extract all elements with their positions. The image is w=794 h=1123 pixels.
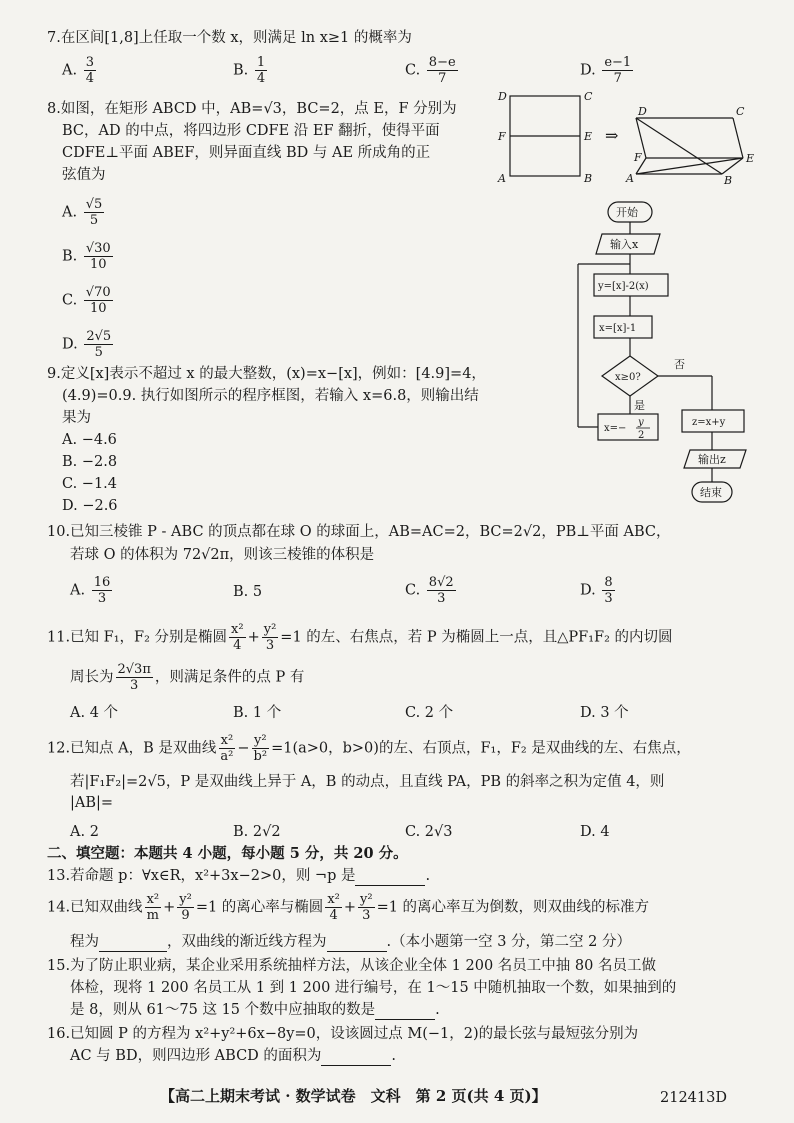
q16-answer-blank[interactable] [321, 1051, 391, 1066]
q15-line-2: 体检，现将 1 200 名员工从 1 到 1 200 进行编号，在 1～15 中随机抽取一个数，如果抽到的 [70, 980, 677, 996]
fc-end-label: 结束 [700, 486, 722, 499]
fig-label-b: B [584, 172, 593, 185]
q11-option-d[interactable]: D. 3 个 [580, 705, 629, 721]
q12-line-3: |AB|= [70, 795, 114, 811]
q12-option-a[interactable]: A. 2 [70, 824, 99, 840]
q14-answer-blank-1[interactable] [99, 937, 167, 952]
svg-text:B: B [724, 174, 733, 187]
footer-title: 【高二上期末考试 · 数学试卷 文科 第 2 页(共 4 页)】 [160, 1087, 547, 1105]
q12-option-c[interactable]: C. 2√3 [405, 824, 453, 840]
fig-label-f: F [498, 130, 506, 143]
fc-assign-prefix: x=− [604, 423, 627, 434]
q9-option-b[interactable]: B. −2.8 [62, 454, 118, 470]
fig-label-e: E [584, 130, 593, 143]
fc-input-label: 输入x [610, 238, 639, 251]
fc-step2-label: x=[x]-1 [599, 323, 637, 334]
section-2-heading: 二、填空题：本题共 4 小题，每小题 5 分，共 20 分。 [47, 845, 408, 862]
q10-option-d[interactable]: D. $\frac{8}{3}$ [580, 575, 613, 606]
q8-line-4: 弦值为 [62, 167, 106, 183]
q10-option-c[interactable]: C. $\frac{8√2}{3}$ [405, 575, 454, 606]
q9-option-d[interactable]: D. −2.6 [62, 498, 118, 514]
q13-line: 13.若命题 p：∀x∈R，x²+3x−2>0，则 ¬p 是 . [47, 868, 431, 884]
q15-line-3: 是 8，则从 61～75 这 15 个数中应抽取的数是 . [70, 1002, 440, 1018]
fc-assign-den: 2 [638, 430, 645, 441]
q10-line-1: 10.已知三棱锥 P - ABC 的顶点都在球 O 的球面上，AB=AC=2，BC=2√2，PB⊥平面 ABC， [47, 524, 671, 540]
q11-option-c[interactable]: C. 2 个 [405, 705, 454, 721]
fc-step1-label: y=[x]-2(x) [598, 281, 649, 292]
fc-z-label: z=x+y [692, 417, 726, 428]
q10-option-a[interactable]: A. $\frac{16}{3}$ [70, 575, 111, 606]
q14-line-2: 程为 ，双曲线的渐近线方程为 .（本小题第一空 3 分，第二空 2 分） [70, 934, 631, 950]
q9-line-2: (4.9)=0.9. 执行如图所示的程序框图，若输入 x=6.8，则输出结 [62, 388, 479, 404]
q12-line-1: 12.已知点 A，B 是双曲线 $\frac{\text{x²}}{\text{a²}}$ − $\frac{\text{y²}}{\text{b²}}$ =1(a>0，b>0)的左、右顶点，F₁，F₂ 是双曲线的左、右焦点， [47, 733, 691, 764]
q11-option-a[interactable]: A. 4 个 [70, 705, 119, 721]
q8-option-a[interactable]: A. $\frac{√5}{5}$ [62, 197, 103, 228]
svg-text:C: C [736, 105, 745, 118]
q15-answer-blank[interactable] [375, 1005, 435, 1020]
line-bd [636, 118, 722, 174]
q10-line-2: 若球 O 的体积为 72√2π，则该三棱锥的体积是 [70, 547, 375, 563]
q14-answer-blank-2[interactable] [327, 937, 387, 952]
q9-option-c[interactable]: C. −1.4 [62, 476, 118, 492]
q12-line-2: 若|F₁F₂|=2√5，P 是双曲线上异于 A，B 的动点，且直线 PA，PB 的斜率之积为定值 4，则 [70, 774, 665, 790]
fc-start-label: 开始 [616, 206, 638, 219]
q8-line-3: CDFE⊥平面 ABEF，则异面直线 BD 与 AE 所成角的正 [62, 145, 431, 161]
q8-figure [488, 88, 768, 188]
q13-answer-blank[interactable] [355, 871, 425, 886]
q7-option-d[interactable]: D. $\frac{e-1}{7}$ [580, 55, 632, 86]
q8-option-b[interactable]: B. $\frac{√30}{10}$ [62, 241, 111, 272]
q11-line-1: 11.已知 F₁，F₂ 分别是椭圆 $\frac{\text{x²}}{4}$ + $\frac{\text{y²}}{3}$ =1 的左、右焦点，若 P 为椭圆上一点，且△PF₁F₂ 的内切圆 [47, 622, 673, 653]
q9-line-1: 9.定义[x]表示不超过 x 的最大整数，(x)=x−[x]，例如：[4.9]=4， [47, 366, 486, 382]
q7-option-c[interactable]: C. $\frac{8-e}{7}$ [405, 55, 456, 86]
q8-option-c[interactable]: C. $\frac{√70}{10}$ [62, 285, 111, 316]
fc-assign-num: y [638, 417, 644, 428]
q14-line-1: 14.已知双曲线 $\frac{\text{x²}}{m}$ + $\frac{\text{y²}}{9}$ =1 的离心率与椭圆 $\frac{\text{x²}}{4}$ + $\frac{\text{y²}}{3}$ =1 的离心率互为倒数，则双曲线的标准方 [47, 892, 650, 923]
q8-option-d[interactable]: D. $\frac{2√5}{5}$ [62, 329, 112, 360]
q16-line-1: 16.已知圆 P 的方程为 x²+y²+6x−8y=0，设该圆过点 M(−1，2)的最长弦与最短弦分别为 [47, 1026, 639, 1042]
q12-option-b[interactable]: B. 2√2 [233, 824, 281, 840]
q11-option-b[interactable]: B. 1 个 [233, 705, 282, 721]
folded-right-edge [733, 118, 743, 158]
fc-no-label: 否 [674, 358, 685, 371]
fc-yes-label: 是 [634, 399, 645, 412]
q7-option-b[interactable]: B. $\frac{1}{4}$ [233, 55, 266, 86]
svg-text:E: E [746, 152, 755, 165]
line-ae [636, 158, 743, 174]
q9-line-3: 果为 [62, 410, 91, 426]
svg-text:D: D [638, 105, 647, 118]
q11-line-2: 周长为 $\frac{2√3\pi}{3}$ ，则满足条件的点 P 有 [70, 662, 305, 693]
fc-output-label: 输出z [698, 453, 726, 466]
q12-option-d[interactable]: D. 4 [580, 824, 610, 840]
q7-option-a[interactable]: A. $\frac{3}{4}$ [62, 55, 94, 86]
q7-stem: 7.在区间[1,8]上任取一个数 x，则满足 ln x≥1 的概率为 [47, 30, 412, 46]
q15-line-1: 15.为了防止职业病，某企业采用系统抽样方法，从该企业全体 1 200 名员工中抽 80 名员工做 [47, 958, 656, 974]
q16-line-2: AC 与 BD，则四边形 ABCD 的面积为 . [70, 1048, 397, 1064]
fig-label-a: A [498, 172, 506, 185]
fc-cond-label: x≥0? [615, 372, 641, 383]
q9-option-a[interactable]: A. −4.6 [62, 432, 117, 448]
q10-option-b[interactable]: B. 5 [233, 584, 263, 600]
svg-text:A: A [626, 172, 634, 185]
fig-label-c: C [584, 90, 593, 103]
flowchart [570, 196, 780, 508]
fig-label-d: D [498, 90, 507, 103]
q8-line-1: 8.如图，在矩形 ABCD 中，AB=√3，BC=2，点 E，F 分别为 [47, 101, 457, 117]
fig-arrow: ⇒ [605, 126, 619, 145]
svg-text:F: F [634, 151, 642, 164]
footer-code: 212413D [660, 1090, 727, 1106]
q8-line-2: BC，AD 的中点，将四边形 CDFE 沿 EF 翻折，使得平面 [62, 123, 440, 139]
